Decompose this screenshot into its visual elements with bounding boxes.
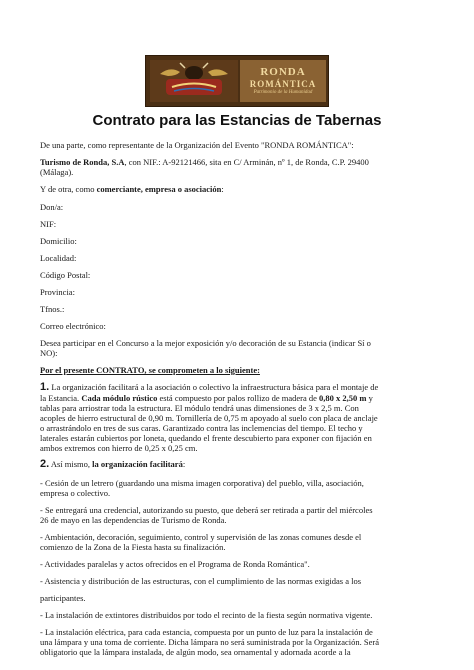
document-title: Contrato para las Estancias de Tabernas	[92, 112, 382, 129]
clause-2-suffix: :	[182, 459, 186, 469]
clause-1-text: La organización facilitará a la asociación o colectivo la infraestructura básica para el montaje de	[51, 382, 379, 392]
item-7-line-3: obligatorio que la lámpara instalada, de algún modo, sea ornamental y adornada acorde a la	[40, 647, 351, 657]
field-email: Correo electrónico:	[40, 321, 106, 331]
clause-1-line-4: acoples de hierro estructural de 0,90 m. Tornillería de 0,75 m apoyado al suelo con placa de anclaje	[40, 413, 378, 423]
logo-tagline: Patrimonio de la Humanidad	[253, 90, 313, 95]
other-party-line	[40, 184, 224, 194]
item-7-line-2: una lámpara y una toma de corriente. Dicha lámpara no será suministrada por la Organización. Será	[40, 637, 379, 647]
field-nif: NIF:	[40, 219, 57, 229]
contest-question: Desea participar en el Concurso a la mejor exposición y/o decoración de su Estancia (indicar Sí o	[40, 338, 371, 348]
item-3-line-1: - Ambientación, decoración, seguimiento, control y supervisión de las zonas comunes desde el	[40, 532, 362, 542]
other-party-suffix: :	[221, 184, 224, 194]
logo-subtitle: ROMÁNTICA	[249, 79, 317, 89]
item-2-line-2: 26 de mayo en las dependencias de Turismo de Ronda.	[40, 515, 227, 525]
clause-1-dimension: 0,80 x 2,50 m	[319, 393, 367, 403]
clause-2-prefix: Así mismo,	[49, 459, 93, 469]
item-1-line-2: empresa o colectivo.	[40, 488, 111, 498]
organizer-line	[40, 157, 369, 167]
item-2-line-1: - Se entregará una credencial, autorizando su puesto, que deberá ser retirada a partir del miércoles	[40, 505, 373, 515]
clause-1-number: 1.	[40, 381, 50, 393]
clause-1-line-6: laterales estarán cubiertos por loneta, quedando el frente descubierto para exponer con fijación en	[40, 433, 372, 443]
clause-1-text-e: y	[366, 393, 373, 403]
organizer-details: , con NIF.: A-92121466, sita en C/ Arminán, nº 1, de Ronda, C.P. 29400	[124, 157, 369, 167]
field-address: Domicilio:	[40, 236, 77, 246]
item-5-line-2: participantes.	[40, 593, 86, 603]
clause-2-number: 2.	[40, 458, 50, 470]
logo-illustration	[150, 60, 238, 102]
organizer-line-2: (Málaga).	[40, 167, 74, 177]
item-6: - La instalación de extintores distribuidos por todo el recinto de la fiesta según normativa vigente.	[40, 610, 373, 620]
item-5: - Asistencia y distribución de las estructuras, con el cumplimiento de las normas exigidas a los	[40, 576, 362, 586]
clause-1-line-7: ambos extremos con hierro de 0,25 x 0,25 cm.	[40, 443, 198, 453]
field-postal-code: Código Postal:	[40, 270, 91, 280]
other-party-prefix: Y de otra, como	[40, 184, 97, 194]
contract-heading: Por el presente CONTRATO, se comprometen a lo siguiente:	[40, 365, 260, 375]
clause-1-module: Cada módulo rústico	[81, 393, 158, 403]
item-1-line-1: - Cesión de un letrero (guardando una misma imagen corporativa) del pueblo, villa, asociación,	[40, 478, 364, 488]
clause-1-line-3: tablas para arriostrar toda la estructura. El módulo tendrá unas dimensiones de 3 x 2,5 m. Con	[40, 403, 359, 413]
item-7-line-1: - La instalación eléctrica, para cada estancia, compuesta por un punto de luz para la instalación de	[40, 627, 373, 637]
clause-1-text-c: está compuesto por palos rollizo de madera de	[157, 393, 320, 403]
logo-wordmark	[240, 60, 326, 102]
field-phones: Tfnos.:	[40, 304, 65, 314]
clause-1-line-2	[40, 393, 373, 403]
contest-question-2: NO):	[40, 348, 58, 358]
other-party-type: comerciante, empresa o asociación	[96, 184, 222, 194]
ronda-romantica-logo	[145, 55, 329, 107]
field-name: Don/a:	[40, 202, 64, 212]
clause-1-line-1	[40, 382, 378, 392]
clause-2-bold: la organización facilitará	[92, 459, 183, 469]
field-city: Localidad:	[40, 253, 77, 263]
clause-1-line-5: o arrastrándolo en tres de sus caras. Garantizado contra las inclemencias del tiempo. El techo y	[40, 423, 363, 433]
item-3-line-2: comienzo de la Zona de la Fiesta hasta su finalización.	[40, 542, 226, 552]
intro-paragraph: De una parte, como representante de la Organización del Evento "RONDA ROMÁNTICA":	[40, 140, 354, 150]
item-4: - Actividades paralelas y actos ofrecidos en el Programa de Ronda Romántica".	[40, 559, 310, 569]
logo-title: RONDA	[260, 66, 306, 78]
field-province: Provincia:	[40, 287, 75, 297]
organizer-name: Turismo de Ronda, S.A	[40, 157, 125, 167]
clause-2-heading	[40, 459, 185, 469]
clause-1-text-a: la Estancia.	[40, 393, 82, 403]
